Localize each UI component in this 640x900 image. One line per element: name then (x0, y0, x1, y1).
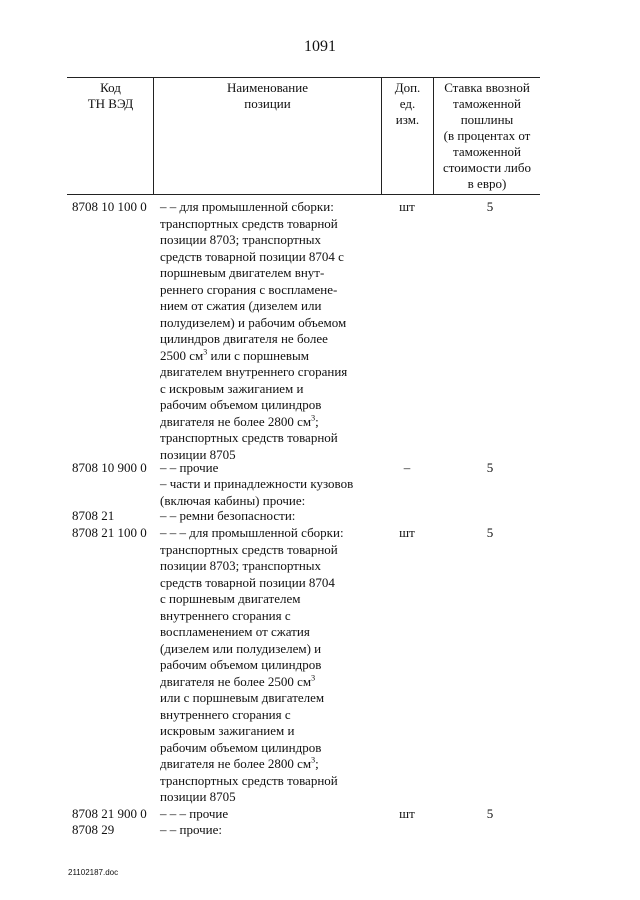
position-name-line: двигателем внутреннего сгорания (160, 364, 348, 379)
file-footer: 21102187.doc (68, 868, 119, 877)
unit-value: – (403, 460, 411, 475)
position-name-line: двигателя не более 2800 $см^3$; (160, 413, 319, 429)
position-name (160, 508, 295, 525)
position-name-line: – – – прочие (160, 806, 229, 821)
position-name-line: транспортных средств товарной (160, 541, 338, 557)
position-name-line: – – прочие: (160, 822, 222, 837)
header-rate-line: пошлины (460, 112, 514, 127)
tariff-code: 8708 10 900 0 (72, 460, 147, 475)
header-rate (434, 80, 540, 192)
position-name-line: или с поршневым двигателем (160, 690, 325, 705)
duty-rate: 5 (486, 525, 494, 540)
header-code-line: Код (100, 80, 121, 95)
position-name-line: цилиндров двигателя не более (160, 331, 328, 346)
position-name-line: двигателя не более 2800 $см^3$; (160, 755, 319, 771)
position-name (160, 822, 222, 839)
position-name-line: полудизелем) и рабочим объемом (160, 314, 347, 330)
position-name-line: искровым зажиганием и (160, 723, 295, 738)
position-name-line: внутреннего сгорания с (160, 706, 291, 722)
position-name-line: – – для промышленной сборки: (160, 199, 334, 214)
table-top-rule (67, 77, 540, 78)
duty-rate: 5 (486, 806, 494, 821)
header-rate-line: стоимости либо (442, 160, 531, 175)
tariff-code: 8708 21 (72, 508, 115, 523)
tariff-code: 8708 29 (72, 822, 115, 837)
position-name-line: 2500 $см^3$ или с поршневым (160, 347, 309, 363)
header-code (68, 80, 153, 112)
position-name-line: (дизелем или полудизелем) и (160, 640, 322, 656)
position-name-line: – части и принадлежности кузовов (160, 476, 354, 491)
position-name-line: транспортных средств товарной (160, 215, 338, 231)
position-name-line: рабочим объемом цилиндров (160, 397, 322, 412)
unit-value: шт (399, 199, 415, 214)
header-rate-line: Ставка ввозной (444, 80, 530, 95)
position-name (160, 476, 353, 509)
position-name-line: средств товарной позиции 8704 (160, 574, 335, 590)
unit-value: шт (399, 525, 415, 540)
position-name-line: – – ремни безопасности: (160, 508, 296, 523)
position-name-line: транспортных средств товарной (160, 772, 338, 788)
header-unit-line: Доп. (394, 80, 421, 95)
position-name-line: воспламенением от сжатия (160, 624, 310, 639)
position-name-line: реннего сгорания с воспламене- (160, 281, 338, 297)
duty-rate: 5 (486, 199, 494, 214)
header-rate-line: таможенной (453, 144, 521, 159)
position-name (160, 199, 347, 463)
position-name-line: позиции 8705 (160, 789, 236, 804)
header-unit-line: изм. (395, 112, 420, 127)
position-name-line: с поршневым двигателем (160, 591, 301, 606)
position-name-line: внутреннего сгорания с (160, 607, 291, 623)
position-name-line: позиции 8703; транспортных (160, 232, 322, 247)
tariff-code: 8708 21 900 0 (72, 806, 147, 821)
unit-value: шт (399, 806, 415, 821)
position-name-line: позиции 8703; транспортных (160, 558, 322, 573)
position-name-line: – – прочие (160, 460, 219, 475)
position-name (160, 806, 228, 823)
position-name (160, 525, 344, 806)
header-rate-line: (в процентах от (443, 128, 531, 143)
position-name-line: позиции 8705 (160, 446, 236, 462)
tariff-code: 8708 10 100 0 (72, 199, 147, 214)
position-name-line: средств товарной позиции 8704 с (160, 248, 344, 264)
page-number: 1091 (304, 38, 336, 55)
header-name (154, 80, 381, 112)
header-code-line: ТН ВЭД (87, 96, 134, 111)
header-unit-line: ед. (399, 96, 416, 111)
position-name (160, 460, 218, 477)
position-name-line: двигателя не более 2500 $см^3$ (160, 673, 316, 689)
tariff-code: 8708 21 100 0 (72, 525, 147, 540)
header-name-line: позиции (244, 96, 291, 111)
header-rate-line: таможенной (453, 96, 521, 111)
header-rate-line: в евро) (467, 176, 507, 191)
header-name-line: Наименование (227, 80, 308, 95)
duty-rate: 5 (486, 460, 494, 475)
position-name-line: с искровым зажиганием и (160, 380, 304, 396)
position-name-line: транспортных средств товарной (160, 430, 338, 445)
position-name-line: – – – для промышленной сборки: (160, 525, 344, 540)
position-name-line: рабочим объемом цилиндров (160, 657, 322, 672)
position-name-line: нием от сжатия (дизелем или (160, 298, 322, 313)
header-unit (382, 80, 433, 128)
position-name-line: (включая кабины) прочие: (160, 492, 306, 508)
position-name-line: рабочим объемом цилиндров (160, 739, 322, 755)
position-name-line: поршневым двигателем внут- (160, 265, 325, 280)
header-bottom-rule (67, 194, 540, 195)
